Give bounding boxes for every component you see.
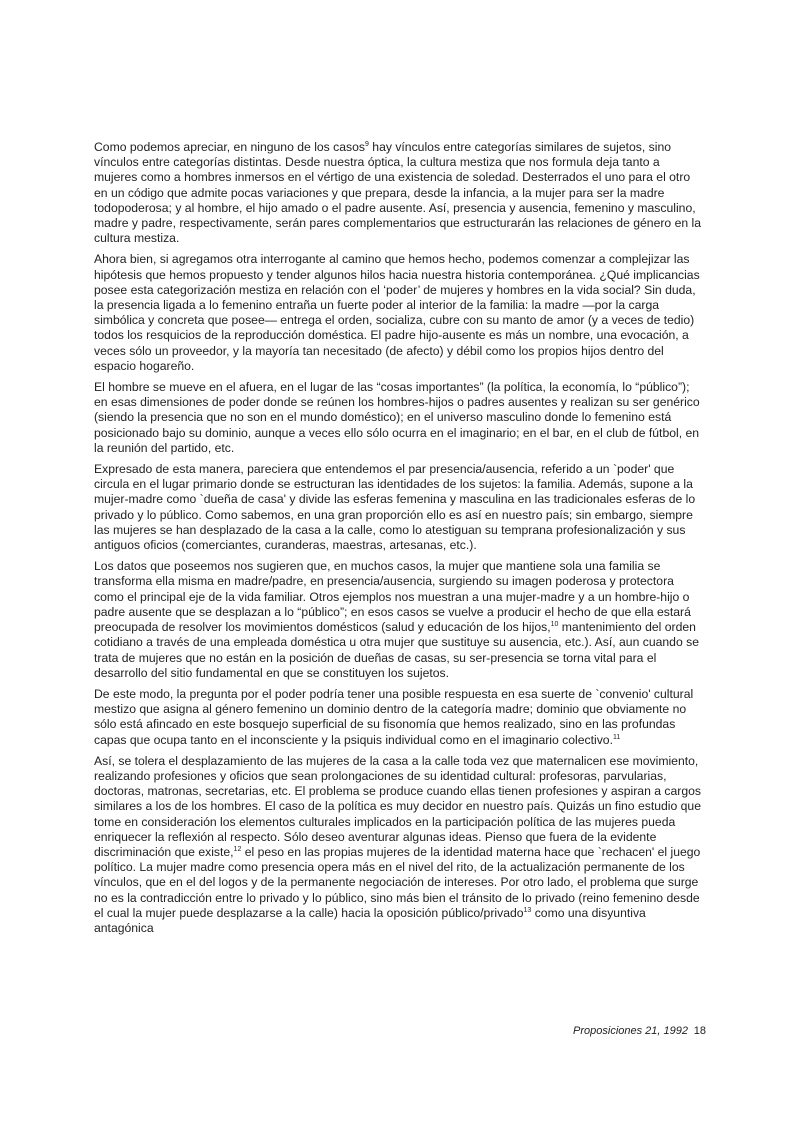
paragraph-text: Expresado de esta manera, pareciera que entendemos el par presencia/ausencia, referido a un `poder' que circula en el lugar primario donde se estructuran las identidades de los sujetos: la familia. Además, supone a la mujer-madre como `dueña de casa' y divide las esferas femenina y masculina en las tradicionales esferas de lo privado y lo público. Como sabemos, en una gran proporción ello es así en nuestro país; sin embargo, siempre las mujeres se han desplazado de la casa a la calle, como lo atestiguan su temprana profesionalización y sus antiguos oficios (comerciantes, curanderas, maestras, artesanas, etc.).	[94, 462, 696, 553]
footnote-ref: 9	[365, 141, 369, 148]
footnote-ref: 12	[233, 845, 242, 853]
document-body	[94, 140, 706, 942]
paragraph-text: De este modo, la pregunta por el poder podría tener una posible respuesta en esa suerte de `convenio' cultural mestizo que asigna al género femenino un dominio dentro de la categoría madre; dominio que obviamente no sólo está afincado en este bosquejo superficial de su fisonomía que hemos realizado, sino en las profundas capas que ocupa tanto en el inconsciente y la psiquis individual como en el imaginario colectivo.	[94, 686, 694, 747]
paragraph	[94, 559, 706, 681]
paragraph-text: el peso en las propias mujeres de la identidad materna hace que `rechacen' el juego político. La mujer madre como presencia opera más en el nivel del rito, de la actualización permanente de los vínculos, que en el del logos y de la permanente negociación de intereses. Por otro lado, el problema que surge no es la contradicción entre lo privado y lo público, sino más bien el tránsito de lo privado (reino femenino desde el cual la mujer puede desplazarse a la calle) hacia la oposición público/privado	[94, 844, 701, 920]
paragraph-text: Como podemos apreciar, en ninguno de los casos	[94, 140, 365, 154]
paragraph	[94, 252, 706, 374]
paragraph-text: El hombre se mueve en el afuera, en el lugar de las “cosas importantes” (la política, la economía, lo “público”); en esas dimensiones de poder donde se reúnen los hombres-hijos o padres ausentes y realizan su ser genérico (siendo la presencia que no son en el mundo doméstico); en el universo masculino donde lo femenino está posicionado bajo su dominio, aunque a veces ello sólo ocurra en el imaginario; en el bar, en el club de fútbol, en la reunión del partido, etc.	[94, 380, 700, 455]
paragraph-text: Así, se tolera el desplazamiento de las mujeres de la casa a la calle toda vez que maternalicen ese movimiento, realizando profesiones y oficios que sean prolongaciones de su identidad cultural: profesoras, parvularias, doctoras, matronas, secretarias, etc. El problema se produce cuando ellas tienen profesiones y aspiran a cargos similares a los de los hombres. El caso de la política es muy decidor en nuestro país. Quizás un fino estudio que tome en consideración los elementos culturales implicados en la participación política de las mujeres pueda enriquecer la reflexión al respecto. Sólo deseo aventurar algunas ideas. Pienso que fuera de la evidente discriminación que existe,	[94, 753, 701, 859]
footnote-ref: 10	[550, 621, 559, 629]
paragraph-text: hay vínculos entre categorías similares de sujetos, sino vínculos entre categorías distintas. Desde nuestra óptica, la cultura mestiza que nos formula deja tanto a mujeres como a hombres inmersos en el vértigo de una existencia de soledad. Desterrados el uno para el otro en un código que admite pocas variaciones y que prepara, desde la infancia, a la mujer para ser la madre todopoderosa; y al hombre, el hijo amado o el padre ausente. Así, presencia y ausencia, femenino y masculino, madre y padre, respectivamente, serán pares complementarios que estructurarán las relaciones de género en la cultura mestiza.	[94, 140, 701, 246]
paragraph-text: como una disyuntiva antagónica	[94, 905, 646, 935]
paragraph	[94, 754, 706, 936]
paragraph	[94, 140, 706, 246]
paragraph	[94, 380, 706, 456]
paragraph-text: mantenimiento del orden cotidiano a través de una empleada doméstica u otra mujer que sustituye su ausencia, etc.). Así, aun cuando se trata de mujeres que no están en la posición de dueñas de casas, su ser-presencia se torna vital para el desarrollo del sitio fundamental en que se constituyen los sujetos.	[94, 620, 699, 680]
paragraph	[94, 462, 706, 553]
paragraph-text: Los datos que poseemos nos sugieren que, en muchos casos, la mujer que mantiene sola una familia se transforma ella misma en madre/padre, en presencia/ausencia, surgiendo su imagen poderosa y protectora como el principal eje de la vida familiar. Otros ejemplos nos muestran a una mujer-madre y a un hombre-hijo o padre ausente que se desplazan a lo “público”; en esos casos se vuelve a producir el hecho de que ella estará preocupada de resolver los movimientos domésticos (salud y educación de los hijos,	[94, 559, 691, 635]
footnote-ref: 13	[523, 906, 532, 914]
paragraph	[94, 687, 706, 748]
footnote-ref: 11	[612, 733, 621, 741]
page-number: 18	[693, 1025, 706, 1037]
paragraph-text: Ahora bien, si agregamos otra interrogante al camino que hemos hecho, podemos comenzar a complejizar las hipótesis que hemos propuesto y tender algunos hilos hacia nuestra historia contemporánea. ¿Qué implicancias posee esta categorización mestiza en relación con el ‘poder’ de mujeres y hombres en la vida social? Sin duda, la presencia ligada a lo femenino entraña un fuerte poder al interior de la familia: la madre —por la carga simbólica y concreta que posee— entrega el orden, socializa, cubre con su manto de amor (y a veces de tedio) todos los resquicios de la reproducción doméstica. El padre hijo-ausente es más un nombre, una evocación, a veces sólo un proveedor, y la mayoría tan necesitado (de afecto) y débil como los propios hijos dentro del espacio hogareño.	[94, 252, 700, 373]
journal-citation: Proposiciones 21, 1992	[573, 1025, 688, 1037]
